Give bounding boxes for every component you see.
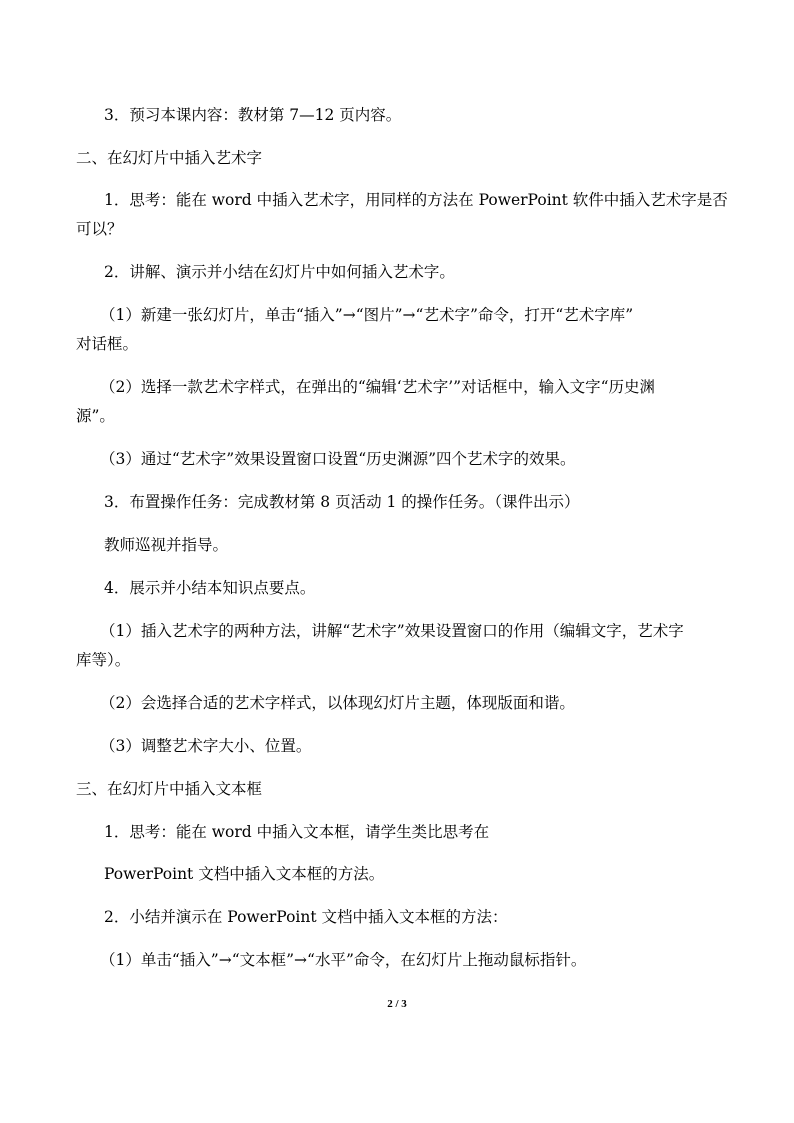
text-line: 1．思考：能在 word 中插入艺术字，用同样的方法在 PowerPoint 软件中插入艺术字是否 bbox=[104, 191, 728, 209]
text-line: （3）调整艺术字大小、位置。 bbox=[100, 737, 312, 755]
text-line: （1）单击“插入”→“文本框”→“水平”命令，在幻灯片上拖动鼠标指针。 bbox=[100, 951, 587, 969]
text-line: 4．展示并小结本知识点要点。 bbox=[104, 579, 316, 597]
text-line: 源”。 bbox=[76, 407, 115, 425]
text-line: 2．讲解、演示并小结在幻灯片中如何插入艺术字。 bbox=[104, 263, 455, 281]
section-heading: 二、在幻灯片中插入艺术字 bbox=[76, 149, 263, 167]
text-line: 1．思考：能在 word 中插入文本框，请学生类比思考在 bbox=[104, 823, 490, 841]
text-line: 2．小结并演示在 PowerPoint 文档中插入文本框的方法： bbox=[104, 908, 508, 926]
text-line: 3．预习本课内容：教材第 7—12 页内容。 bbox=[104, 106, 402, 124]
text-line: （1）插入艺术字的两种方法，讲解“艺术字”效果设置窗口的作用（编辑文字，艺术字 bbox=[100, 622, 684, 640]
text-line: （3）通过“艺术字”效果设置窗口设置“历史渊源”四个艺术字的效果。 bbox=[100, 450, 576, 468]
text-line: 对话框。 bbox=[76, 335, 139, 353]
text-line: （2）选择一款艺术字样式，在弹出的“编辑‘艺术字’”对话框中，输入文字“历史渊 bbox=[100, 378, 655, 396]
text-line: 3．布置操作任务：完成教材第 8 页活动 1 的操作任务。（课件出示） bbox=[104, 493, 580, 511]
text-line: PowerPoint 文档中插入文本框的方法。 bbox=[104, 865, 385, 883]
text-line: 可以？ bbox=[76, 220, 123, 238]
text-line: （1）新建一张幻灯片，单击“插入”→“图片”→“艺术字”命令，打开“艺术字库” bbox=[100, 306, 634, 324]
section-heading: 三、在幻灯片中插入文本框 bbox=[76, 780, 263, 798]
page-number: 2 / 3 bbox=[387, 998, 407, 1010]
text-line: 教师巡视并指导。 bbox=[104, 536, 229, 554]
text-line: 库等）。 bbox=[76, 651, 131, 669]
text-line: （2）会选择合适的艺术字样式，以体现幻灯片主题，体现版面和谐。 bbox=[100, 694, 575, 712]
